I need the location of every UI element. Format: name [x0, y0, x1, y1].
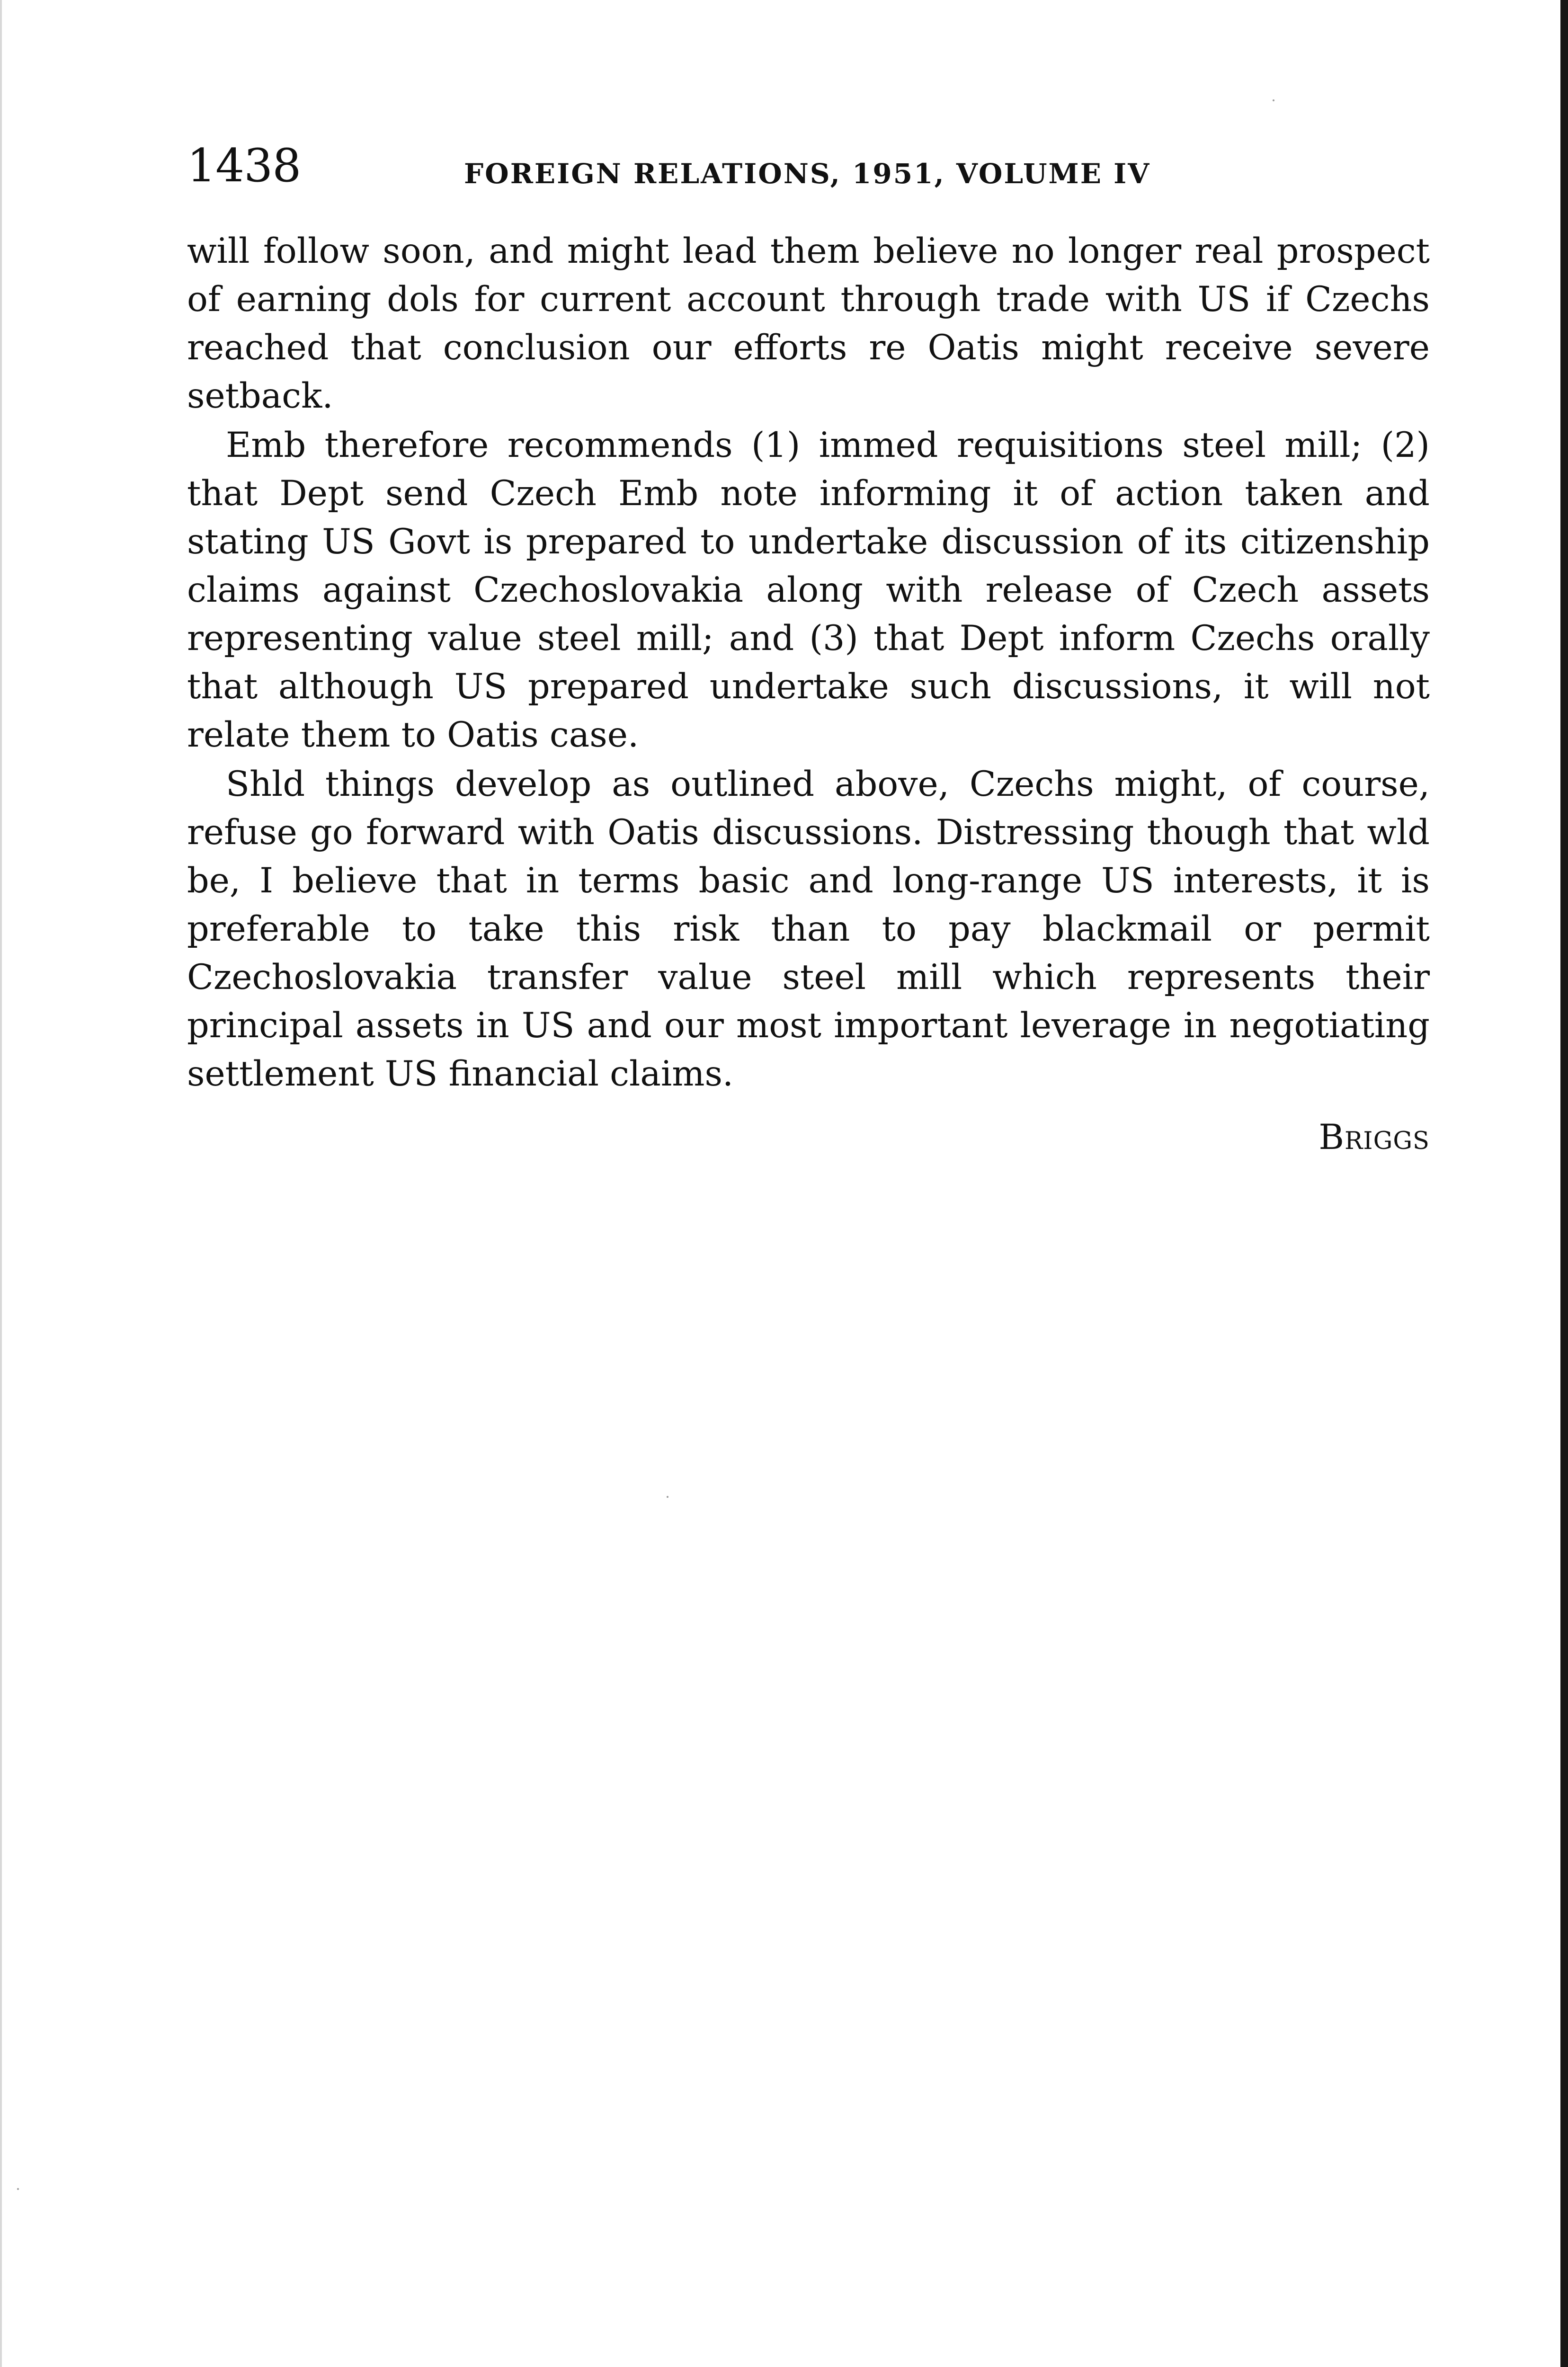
scan-speck — [667, 1496, 668, 1498]
paragraph-recommendations: Emb therefore recommends (1) immed requisitions steel mill; (2) that Dept send Czech Emb note informing it of action taken and stating US Govt is prepared to undertake discussion of its citizenship claims against Czechoslovakia along with release of Czech assets representing value steel mill; and (3) that Dept inform Czechs orally that although US prepared undertake such discussions, it will not relate them to Oatis case. — [187, 425, 1430, 755]
paragraph-continuation: will follow soon, and might lead them believe no longer real prospect of earning dols for current account through trade with US if Czechs reached that conclusion our efforts re Oatis might receive severe setback. — [187, 231, 1430, 416]
right-page-edge — [1560, 0, 1568, 2367]
paragraph-risk-assessment: Shld things develop as outlined above, Czechs might, of course, refuse go forward with Oatis discussions. Distressing though that wld be, I believe that in terms basic and long-range US interests, it is preferable to take this risk than to pay blackmail or permit Czechoslovakia transfer value steel mill which represents their principal assets in US and our most important leverage in negotiating settlement US financial claims. — [187, 764, 1430, 1094]
body-text — [187, 227, 1430, 1098]
running-head: FOREIGN RELATIONS, 1951, VOLUME IV — [464, 158, 1151, 190]
scan-speck — [1273, 99, 1274, 101]
signature: Briggs — [1319, 1117, 1430, 1157]
page-header — [187, 135, 1430, 196]
page-number: 1438 — [187, 139, 301, 192]
left-page-edge — [0, 0, 2, 2367]
scan-speck — [17, 2188, 19, 2190]
